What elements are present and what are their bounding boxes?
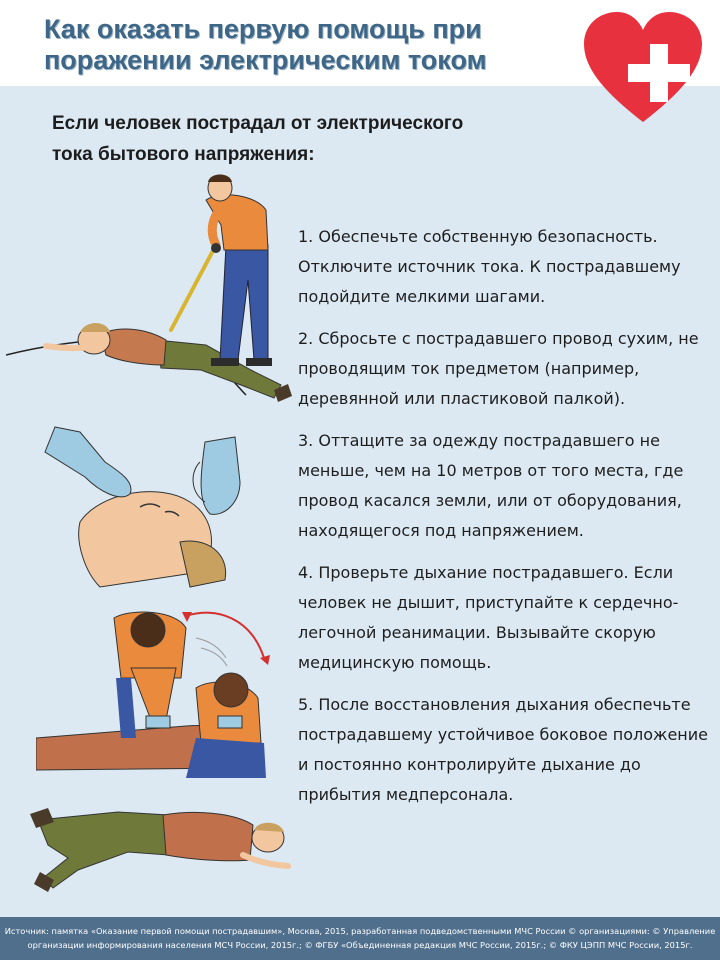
- illustration-cpr: [36, 598, 300, 788]
- source-footer-line-2: организации информирования населения МСЧ России, 2015г.; © ФГБУ «Объединенная редакция МЧС России, 2015г.; © ФКУ ЦЭПП МЧС России, 2015г.: [27, 940, 693, 950]
- steps-list: [298, 222, 716, 822]
- page-title: [44, 14, 584, 76]
- step-3: 3. Оттащите за одежду пострадавшего не меньше, чем на 10 метров от того места, где провод касался земли, или от оборудования, находящегося под напряжением.: [298, 431, 684, 540]
- illustration-recovery-position: [18, 800, 298, 900]
- step-2: 2. Сбросьте с пострадавшего провод сухим, не проводящим ток предметом (например, деревянной или пластиковой палкой).: [298, 329, 699, 408]
- source-footer: [0, 917, 720, 960]
- illustration-check-breathing: [40, 422, 260, 590]
- page-title-line-2: поражении электрическим током: [44, 45, 487, 75]
- heart-cross-icon: [582, 10, 704, 126]
- source-footer-line-1: Источник: памятка «Оказание первой помощи пострадавшим», Москва, 2015, разработанная подведомственными МЧС России © организациями: © Управление: [4, 926, 716, 936]
- subtitle-line-2: тока бытового напряжения:: [52, 144, 315, 165]
- subtitle: [52, 108, 532, 170]
- page-title-line-1: Как оказать первую помощь при: [44, 14, 482, 44]
- illustration-remove-wire: [6, 170, 296, 420]
- step-5: 5. После восстановления дыхания обеспечьте пострадавшему устойчивое боковое положение и постоянно контролируйте дыхание до прибытия медперсонала.: [298, 695, 708, 804]
- step-1: 1. Обеспечьте собственную безопасность. Отключите источник тока. К пострадавшему подойдите мелкими шагами.: [298, 227, 681, 306]
- step-4: 4. Проверьте дыхание пострадавшего. Если человек не дышит, приступайте к сердечно-легочной реанимации. Вызывайте скорую медицинскую помощь.: [298, 563, 679, 672]
- subtitle-line-1: Если человек пострадал от электрического: [52, 113, 464, 134]
